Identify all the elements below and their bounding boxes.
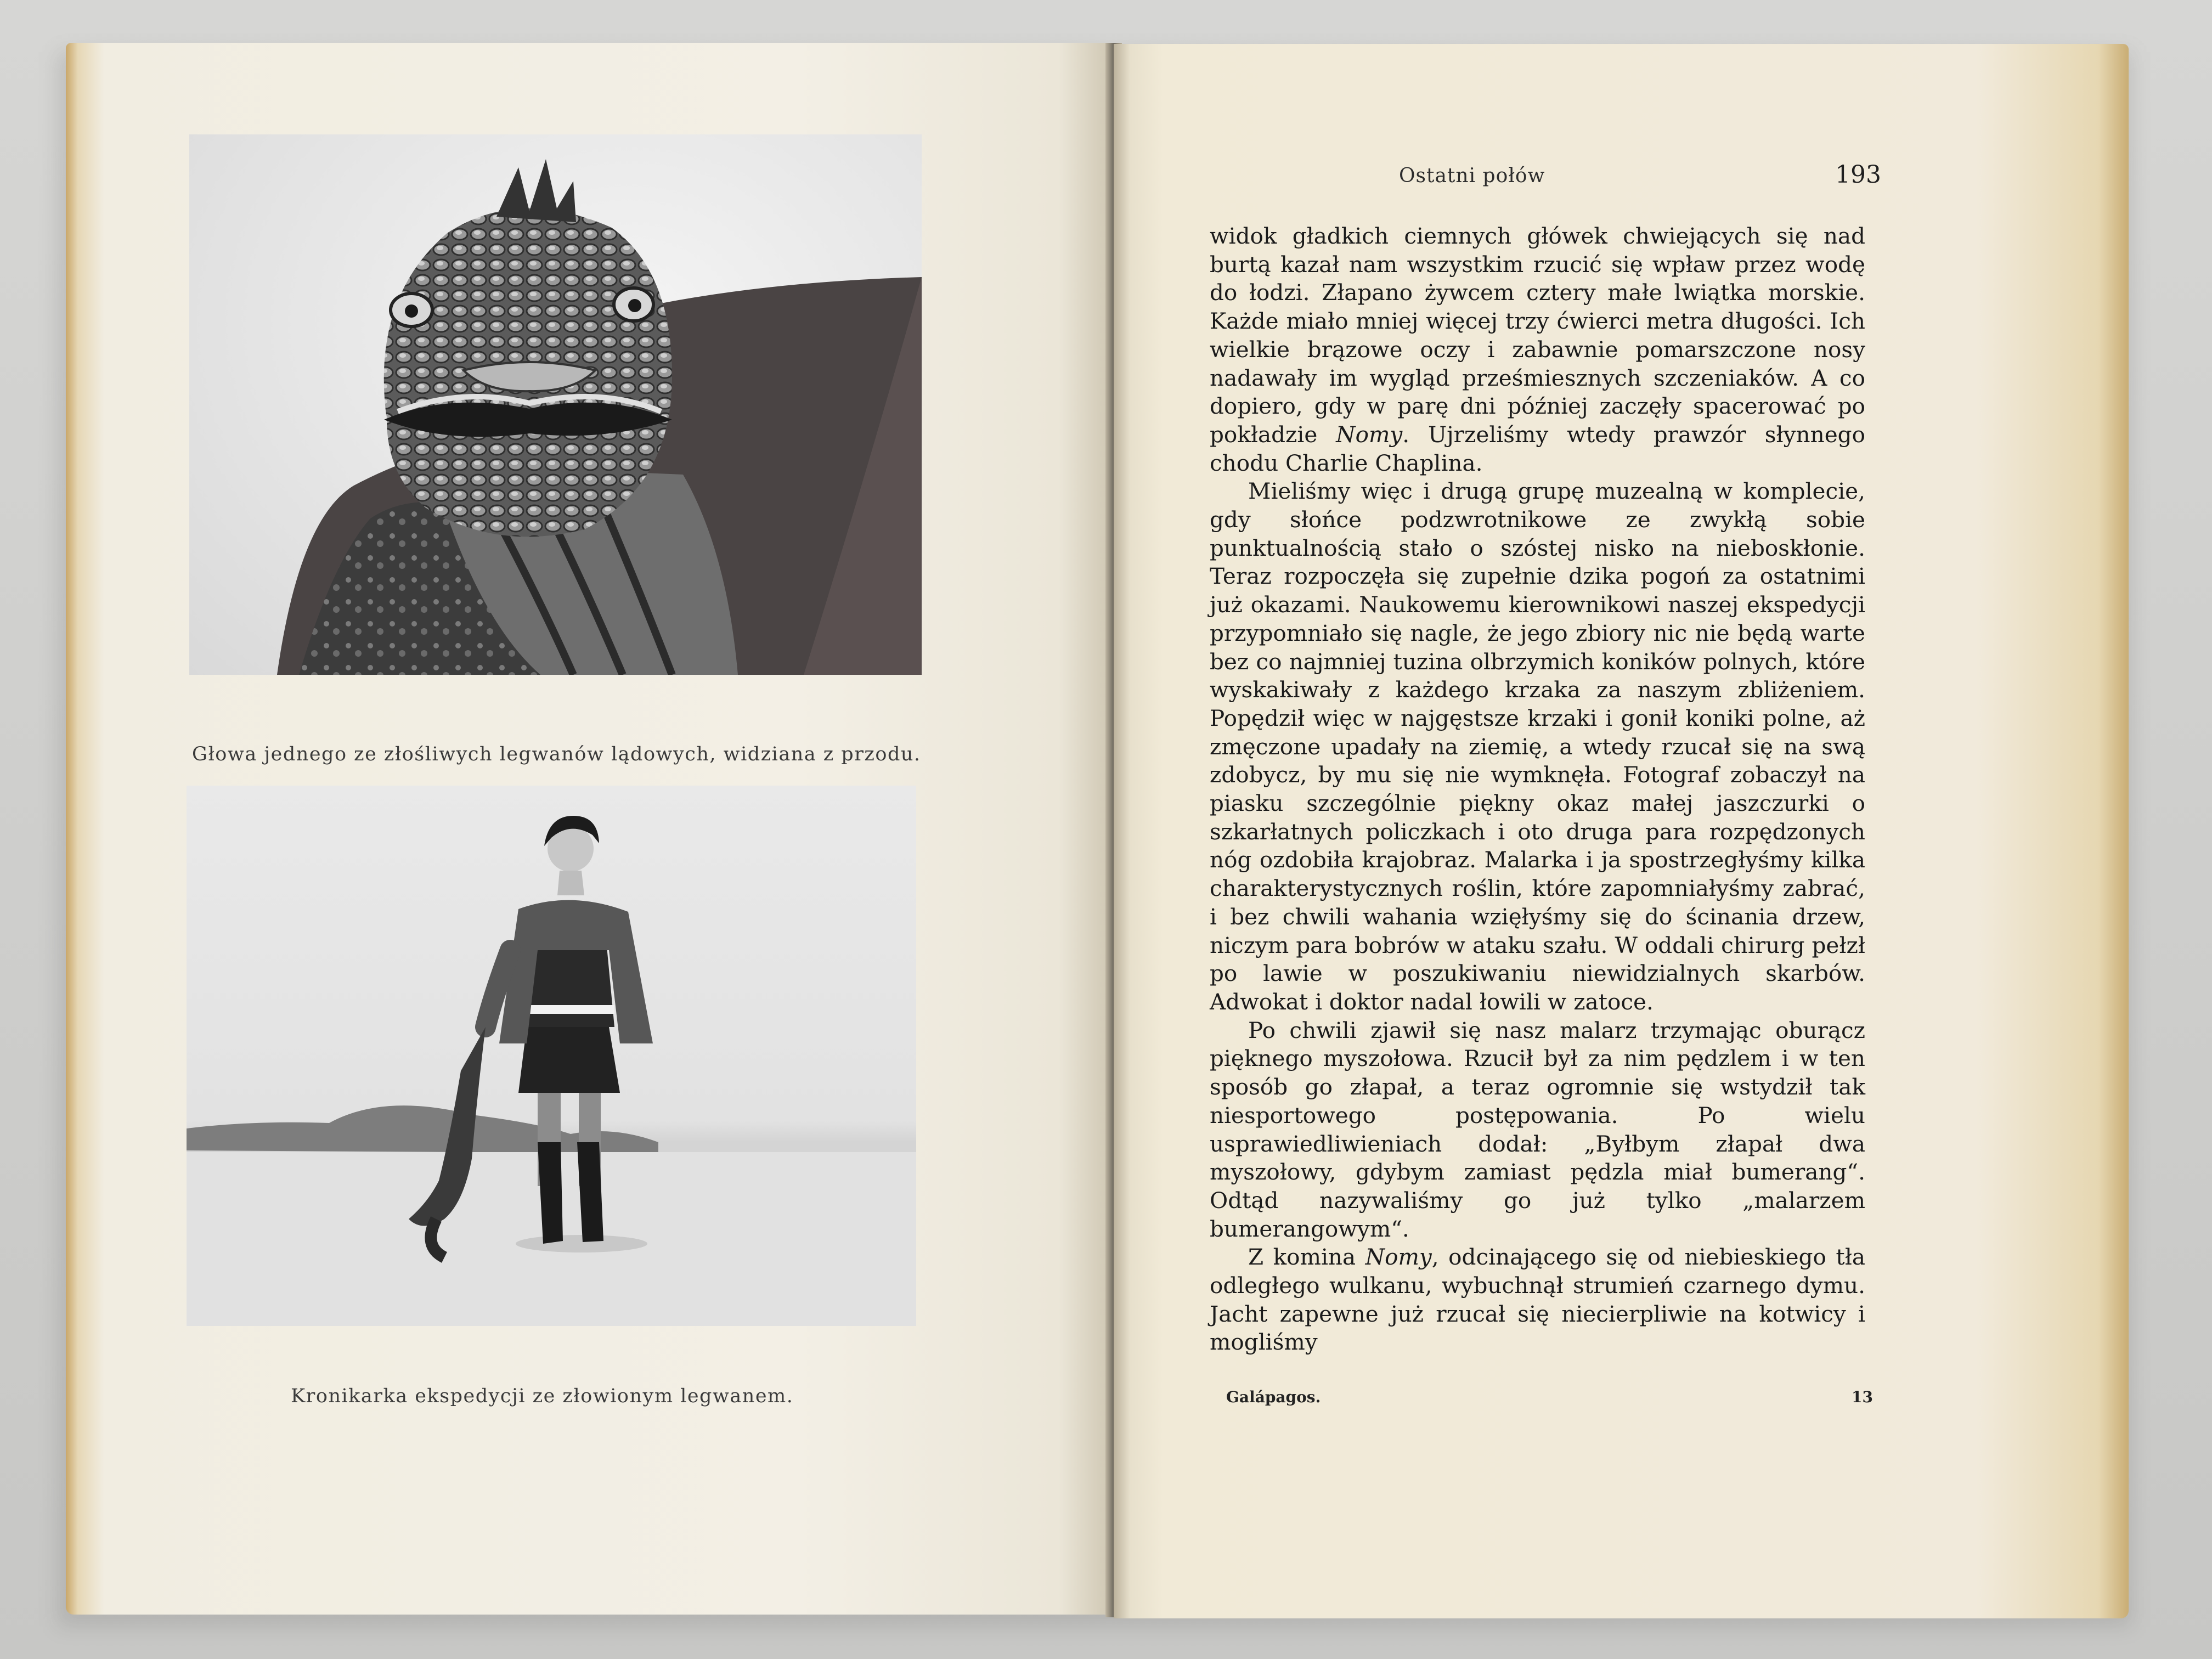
- body-paragraph: [1210, 222, 1865, 477]
- footer-book-title: Galápagos.: [1226, 1388, 1321, 1406]
- iguana-head-photo: [189, 134, 922, 675]
- text-run: Po chwili zjawił się nasz malarz trzymając oburącz pięknego myszołowa. Rzucił był za nim pędzlem i w ten sposób go złapał, a teraz ogromnie się wstydził tak niesportowego postępowania. Po wielu usprawiedliwieniach dodał: „Byłbym złapał dwa myszołowy, gdybym zamiast pędzla miał bumerang“. Odtąd nazywaliśmy go już tylko „malarzem bumerangowym“.: [1210, 1017, 1865, 1242]
- body-text: [1210, 222, 1865, 1357]
- text-run: , odcinającego się od niebieskiego tła odległego wulkanu, wybuchnął strumień czarnego dymu. Jacht zapewne już rzucał się niecierpliwie na kotwicy i mogliśmy: [1210, 1244, 1865, 1356]
- text-run: Mieliśmy więc i drugą grupę muzealną w komplecie, gdy słońce podzwrotnikowe ze zwykłą sobie punktualnością stało o szóstej nisko na nieboskłonie. Teraz rozpoczęła się zupełnie dzika pogoń za ostatnimi już okazami. Naukowemu kierownikowi naszej ekspedycji przypomniało się nagle, że jego zbiory nic nie będą warte bez co najmniej tuzina olbrzymich koników polnych, które wyskakiwały z każdego krzaka za naszym zbliżeniem. Popędził więc w najgęstsze krzaki i gonił koniki polne, aż zmęczone upadały na ziemię, a wtedy rzucał się na swą zdobycz, by mu się nie wymknęła. Fotograf zobaczył na piasku szczególnie piękny okaz małej jaszczurki o szkarłatnych policzkach i oto druga para rozpędzonych nóg ozdobiła krajobraz. Malarka i ja spostrzegłyśmy kilka charakterystycznych roślin, które zapomniałyśmy zabrać, i bez chwili wahania wzięłyśmy się do ścinania drzew, niczym para bobrów w ataku szału. W oddali chirurg pełzł po lawie w poszukiwaniu niewidzialnych skarbów. Adwokat i doktor nadal łowili w zatoce.: [1210, 478, 1865, 1015]
- page-number: 193: [1835, 161, 1881, 189]
- italic-ship-name: Nomy: [1336, 421, 1403, 448]
- italic-ship-name: Nomy: [1365, 1244, 1432, 1271]
- body-paragraph: [1210, 1017, 1865, 1244]
- text-run: widok gładkich ciemnych główek chwiejących się nad burtą kazał nam wszystkim rzucić się wpław przez wodę do łodzi. Złapano żywcem cztery małe lwiątka morskie. Każde miało mniej więcej trzy ćwierci metra długości. Ich wielkie brązowe oczy i zabawnie pomarszczone nosy nadawały im wygląd prześmiesznych szczeniaków. A co dopiero, gdy w parę dni później zaczęły spacerować po pokładzie: [1210, 223, 1865, 448]
- running-head: Ostatni połów: [1399, 165, 1545, 187]
- footer-signature-number: 13: [1852, 1388, 1873, 1406]
- figure2-caption: Kronikarka ekspedycji ze złowionym legwanem.: [291, 1385, 794, 1407]
- figure1-caption: Głowa jednego ze złośliwych legwanów lądowych, widziana z przodu.: [192, 743, 921, 765]
- body-paragraph: [1210, 1243, 1865, 1357]
- woman-with-iguana-illustration: [187, 786, 916, 1326]
- woman-with-iguana-photo: [187, 786, 916, 1326]
- text-run: . Ujrzeliśmy wtedy prawzór słynnego chodu Charlie Chaplina.: [1210, 421, 1865, 476]
- body-paragraph: [1210, 477, 1865, 1016]
- text-run: Z komina: [1248, 1244, 1365, 1271]
- iguana-head-illustration: [189, 134, 922, 675]
